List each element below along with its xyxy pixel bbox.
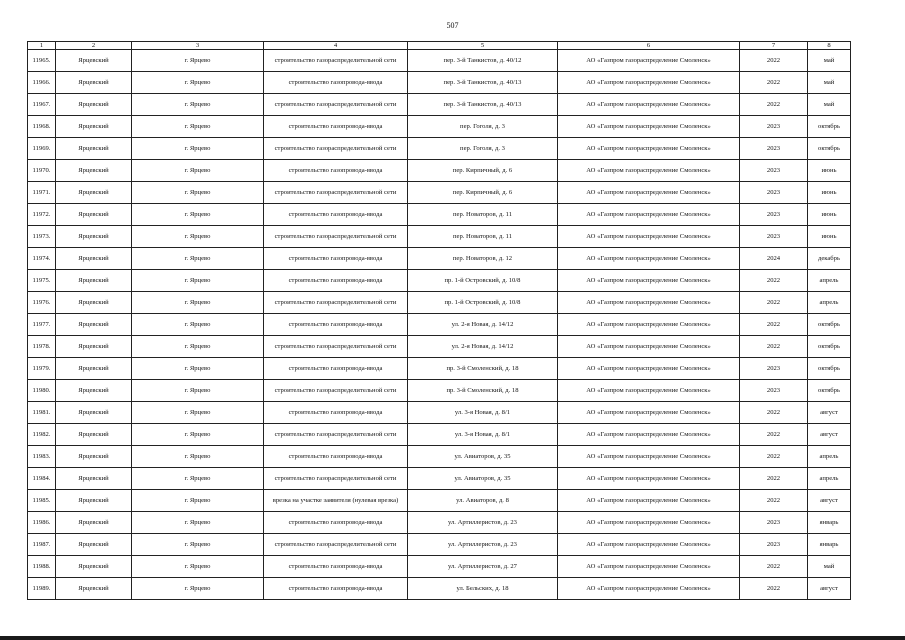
work-type-cell: строительство газопровода-ввода: [264, 556, 408, 578]
organization-cell: АО «Газпром газораспределение Смоленск»: [558, 490, 740, 512]
district-cell: Ярцевский: [56, 270, 132, 292]
organization-cell: АО «Газпром газораспределение Смоленск»: [558, 72, 740, 94]
row-number-cell: 11966.: [28, 72, 56, 94]
settlement-cell: г. Ярцево: [132, 160, 264, 182]
address-cell: ул. Артиллеристов, д. 27: [408, 556, 558, 578]
district-cell: Ярцевский: [56, 490, 132, 512]
table-row: [28, 446, 851, 468]
table-row: [28, 204, 851, 226]
settlement-cell: г. Ярцево: [132, 226, 264, 248]
district-cell: Ярцевский: [56, 380, 132, 402]
organization-cell: АО «Газпром газораспределение Смоленск»: [558, 446, 740, 468]
address-cell: пр. 3-й Смоленский, д. 18: [408, 358, 558, 380]
month-cell: май: [808, 556, 851, 578]
settlement-cell: г. Ярцево: [132, 94, 264, 116]
settlement-cell: г. Ярцево: [132, 50, 264, 72]
settlement-cell: г. Ярцево: [132, 182, 264, 204]
settlement-cell: г. Ярцево: [132, 116, 264, 138]
year-cell: 2022: [740, 490, 808, 512]
organization-cell: АО «Газпром газораспределение Смоленск»: [558, 182, 740, 204]
work-type-cell: строительство газораспределительной сети: [264, 94, 408, 116]
month-cell: октябрь: [808, 138, 851, 160]
table-row: [28, 534, 851, 556]
organization-cell: АО «Газпром газораспределение Смоленск»: [558, 248, 740, 270]
table-header-row: [28, 42, 851, 50]
organization-cell: АО «Газпром газораспределение Смоленск»: [558, 116, 740, 138]
month-cell: июнь: [808, 160, 851, 182]
settlement-cell: г. Ярцево: [132, 424, 264, 446]
settlement-cell: г. Ярцево: [132, 446, 264, 468]
address-cell: пр. 1-й Островский, д. 10/8: [408, 270, 558, 292]
row-number-cell: 11974.: [28, 248, 56, 270]
address-cell: ул. Авиаторов, д. 35: [408, 446, 558, 468]
table-row: [28, 314, 851, 336]
page-number: 507: [446, 21, 459, 30]
year-cell: 2023: [740, 116, 808, 138]
month-cell: август: [808, 402, 851, 424]
table-row: [28, 50, 851, 72]
address-cell: ул. Бельских, д. 18: [408, 578, 558, 600]
address-cell: пр. 1-й Островский, д. 10/8: [408, 292, 558, 314]
table-row: [28, 512, 851, 534]
table-body: [28, 50, 851, 600]
work-type-cell: строительство газопровода-ввода: [264, 512, 408, 534]
organization-cell: АО «Газпром газораспределение Смоленск»: [558, 512, 740, 534]
work-type-cell: строительство газораспределительной сети: [264, 138, 408, 160]
table-row: [28, 292, 851, 314]
district-cell: Ярцевский: [56, 446, 132, 468]
table-row: [28, 116, 851, 138]
gasification-schedule-table: [27, 41, 851, 600]
settlement-cell: г. Ярцево: [132, 292, 264, 314]
year-cell: 2023: [740, 380, 808, 402]
district-cell: Ярцевский: [56, 226, 132, 248]
year-cell: 2022: [740, 50, 808, 72]
table-row: [28, 226, 851, 248]
organization-cell: АО «Газпром газораспределение Смоленск»: [558, 270, 740, 292]
work-type-cell: строительство газопровода-ввода: [264, 314, 408, 336]
year-cell: 2022: [740, 292, 808, 314]
year-cell: 2023: [740, 160, 808, 182]
month-cell: май: [808, 50, 851, 72]
address-cell: ул. 3-я Новая, д. 8/1: [408, 424, 558, 446]
work-type-cell: строительство газопровода-ввода: [264, 270, 408, 292]
scan-edge: [0, 636, 905, 640]
settlement-cell: г. Ярцево: [132, 380, 264, 402]
month-cell: апрель: [808, 292, 851, 314]
work-type-cell: строительство газораспределительной сети: [264, 182, 408, 204]
month-cell: апрель: [808, 270, 851, 292]
month-cell: октябрь: [808, 380, 851, 402]
address-cell: пер. Новаторов, д. 12: [408, 248, 558, 270]
row-number-cell: 11988.: [28, 556, 56, 578]
work-type-cell: строительство газораспределительной сети: [264, 380, 408, 402]
address-cell: пер. Гоголя, д. 3: [408, 138, 558, 160]
organization-cell: АО «Газпром газораспределение Смоленск»: [558, 402, 740, 424]
address-cell: пер. Новаторов, д. 11: [408, 204, 558, 226]
month-cell: август: [808, 490, 851, 512]
row-number-cell: 11972.: [28, 204, 56, 226]
month-cell: август: [808, 424, 851, 446]
table-row: [28, 490, 851, 512]
district-cell: Ярцевский: [56, 72, 132, 94]
settlement-cell: г. Ярцево: [132, 204, 264, 226]
district-cell: Ярцевский: [56, 512, 132, 534]
organization-cell: АО «Газпром газораспределение Смоленск»: [558, 94, 740, 116]
work-type-cell: строительство газораспределительной сети: [264, 226, 408, 248]
table-row: [28, 94, 851, 116]
row-number-cell: 11969.: [28, 138, 56, 160]
row-number-cell: 11968.: [28, 116, 56, 138]
year-cell: 2022: [740, 468, 808, 490]
column-header: 7: [740, 42, 808, 50]
row-number-cell: 11973.: [28, 226, 56, 248]
table-row: [28, 160, 851, 182]
table-row: [28, 556, 851, 578]
row-number-cell: 11982.: [28, 424, 56, 446]
table-row: [28, 270, 851, 292]
address-cell: ул. Артиллеристов, д. 23: [408, 512, 558, 534]
district-cell: Ярцевский: [56, 534, 132, 556]
district-cell: Ярцевский: [56, 358, 132, 380]
year-cell: 2022: [740, 424, 808, 446]
year-cell: 2023: [740, 358, 808, 380]
row-number-cell: 11987.: [28, 534, 56, 556]
address-cell: пер. 3-й Танкистов, д. 40/13: [408, 72, 558, 94]
district-cell: Ярцевский: [56, 182, 132, 204]
work-type-cell: строительство газораспределительной сети: [264, 424, 408, 446]
month-cell: апрель: [808, 468, 851, 490]
settlement-cell: г. Ярцево: [132, 336, 264, 358]
address-cell: пер. Кирпичный, д. 6: [408, 160, 558, 182]
settlement-cell: г. Ярцево: [132, 248, 264, 270]
organization-cell: АО «Газпром газораспределение Смоленск»: [558, 138, 740, 160]
district-cell: Ярцевский: [56, 424, 132, 446]
row-number-cell: 11985.: [28, 490, 56, 512]
settlement-cell: г. Ярцево: [132, 490, 264, 512]
district-cell: Ярцевский: [56, 556, 132, 578]
month-cell: апрель: [808, 446, 851, 468]
district-cell: Ярцевский: [56, 314, 132, 336]
column-header: 1: [28, 42, 56, 50]
address-cell: пер. 3-й Танкистов, д. 40/12: [408, 50, 558, 72]
year-cell: 2022: [740, 336, 808, 358]
settlement-cell: г. Ярцево: [132, 138, 264, 160]
row-number-cell: 11979.: [28, 358, 56, 380]
row-number-cell: 11986.: [28, 512, 56, 534]
organization-cell: АО «Газпром газораспределение Смоленск»: [558, 226, 740, 248]
settlement-cell: г. Ярцево: [132, 512, 264, 534]
table-row: [28, 578, 851, 600]
month-cell: август: [808, 578, 851, 600]
month-cell: май: [808, 94, 851, 116]
table-row: [28, 248, 851, 270]
year-cell: 2023: [740, 204, 808, 226]
organization-cell: АО «Газпром газораспределение Смоленск»: [558, 204, 740, 226]
work-type-cell: строительство газораспределительной сети: [264, 468, 408, 490]
year-cell: 2022: [740, 72, 808, 94]
column-header: 5: [408, 42, 558, 50]
column-header: 4: [264, 42, 408, 50]
district-cell: Ярцевский: [56, 138, 132, 160]
table-row: [28, 380, 851, 402]
table-row: [28, 336, 851, 358]
district-cell: Ярцевский: [56, 402, 132, 424]
year-cell: 2024: [740, 248, 808, 270]
table-row: [28, 138, 851, 160]
address-cell: ул. 2-я Новая, д. 14/12: [408, 336, 558, 358]
district-cell: Ярцевский: [56, 116, 132, 138]
district-cell: Ярцевский: [56, 578, 132, 600]
year-cell: 2023: [740, 512, 808, 534]
row-number-cell: 11978.: [28, 336, 56, 358]
organization-cell: АО «Газпром газораспределение Смоленск»: [558, 468, 740, 490]
settlement-cell: г. Ярцево: [132, 72, 264, 94]
work-type-cell: строительство газораспределительной сети: [264, 534, 408, 556]
year-cell: 2022: [740, 314, 808, 336]
district-cell: Ярцевский: [56, 94, 132, 116]
month-cell: октябрь: [808, 116, 851, 138]
row-number-cell: 11970.: [28, 160, 56, 182]
month-cell: январь: [808, 534, 851, 556]
column-header: 6: [558, 42, 740, 50]
table-row: [28, 72, 851, 94]
address-cell: ул. Артиллеристов, д. 23: [408, 534, 558, 556]
work-type-cell: строительство газопровода-ввода: [264, 402, 408, 424]
month-cell: июнь: [808, 182, 851, 204]
organization-cell: АО «Газпром газораспределение Смоленск»: [558, 50, 740, 72]
month-cell: октябрь: [808, 358, 851, 380]
month-cell: октябрь: [808, 314, 851, 336]
row-number-cell: 11984.: [28, 468, 56, 490]
district-cell: Ярцевский: [56, 292, 132, 314]
work-type-cell: строительство газопровода-ввода: [264, 72, 408, 94]
row-number-cell: 11975.: [28, 270, 56, 292]
year-cell: 2022: [740, 556, 808, 578]
table-row: [28, 424, 851, 446]
year-cell: 2022: [740, 578, 808, 600]
row-number-cell: 11965.: [28, 50, 56, 72]
district-cell: Ярцевский: [56, 50, 132, 72]
year-cell: 2023: [740, 182, 808, 204]
organization-cell: АО «Газпром газораспределение Смоленск»: [558, 358, 740, 380]
work-type-cell: строительство газопровода-ввода: [264, 116, 408, 138]
address-cell: ул. 3-я Новая, д. 8/1: [408, 402, 558, 424]
table-row: [28, 402, 851, 424]
year-cell: 2023: [740, 534, 808, 556]
work-type-cell: строительство газопровода-ввода: [264, 160, 408, 182]
organization-cell: АО «Газпром газораспределение Смоленск»: [558, 336, 740, 358]
organization-cell: АО «Газпром газораспределение Смоленск»: [558, 314, 740, 336]
row-number-cell: 11977.: [28, 314, 56, 336]
organization-cell: АО «Газпром газораспределение Смоленск»: [558, 380, 740, 402]
district-cell: Ярцевский: [56, 204, 132, 226]
address-cell: ул. Авиаторов, д. 8: [408, 490, 558, 512]
address-cell: пер. Гоголя, д. 3: [408, 116, 558, 138]
row-number-cell: 11967.: [28, 94, 56, 116]
row-number-cell: 11989.: [28, 578, 56, 600]
column-header: 8: [808, 42, 851, 50]
year-cell: 2023: [740, 226, 808, 248]
year-cell: 2022: [740, 270, 808, 292]
work-type-cell: строительство газораспределительной сети: [264, 50, 408, 72]
settlement-cell: г. Ярцево: [132, 534, 264, 556]
district-cell: Ярцевский: [56, 160, 132, 182]
address-cell: пер. Новаторов, д. 11: [408, 226, 558, 248]
column-header: 2: [56, 42, 132, 50]
row-number-cell: 11976.: [28, 292, 56, 314]
year-cell: 2023: [740, 138, 808, 160]
work-type-cell: врезка на участке заявителя (нулевая врезка): [264, 490, 408, 512]
organization-cell: АО «Газпром газораспределение Смоленск»: [558, 292, 740, 314]
settlement-cell: г. Ярцево: [132, 358, 264, 380]
address-cell: ул. 2-я Новая, д. 14/12: [408, 314, 558, 336]
district-cell: Ярцевский: [56, 468, 132, 490]
organization-cell: АО «Газпром газораспределение Смоленск»: [558, 160, 740, 182]
column-header: 3: [132, 42, 264, 50]
month-cell: октябрь: [808, 336, 851, 358]
district-cell: Ярцевский: [56, 248, 132, 270]
settlement-cell: г. Ярцево: [132, 556, 264, 578]
month-cell: июнь: [808, 204, 851, 226]
year-cell: 2022: [740, 402, 808, 424]
settlement-cell: г. Ярцево: [132, 468, 264, 490]
table-row: [28, 358, 851, 380]
settlement-cell: г. Ярцево: [132, 270, 264, 292]
district-cell: Ярцевский: [56, 336, 132, 358]
settlement-cell: г. Ярцево: [132, 578, 264, 600]
work-type-cell: строительство газораспределительной сети: [264, 336, 408, 358]
address-cell: пр. 3-й Смоленский, д. 18: [408, 380, 558, 402]
work-type-cell: строительство газопровода-ввода: [264, 578, 408, 600]
year-cell: 2022: [740, 446, 808, 468]
address-cell: пер. Кирпичный, д. 6: [408, 182, 558, 204]
month-cell: май: [808, 72, 851, 94]
month-cell: декабрь: [808, 248, 851, 270]
month-cell: январь: [808, 512, 851, 534]
row-number-cell: 11980.: [28, 380, 56, 402]
organization-cell: АО «Газпром газораспределение Смоленск»: [558, 534, 740, 556]
year-cell: 2022: [740, 94, 808, 116]
address-cell: ул. Авиаторов, д. 35: [408, 468, 558, 490]
row-number-cell: 11983.: [28, 446, 56, 468]
organization-cell: АО «Газпром газораспределение Смоленск»: [558, 424, 740, 446]
work-type-cell: строительство газопровода-ввода: [264, 204, 408, 226]
address-cell: пер. 3-й Танкистов, д. 40/13: [408, 94, 558, 116]
organization-cell: АО «Газпром газораспределение Смоленск»: [558, 578, 740, 600]
table-row: [28, 182, 851, 204]
month-cell: июнь: [808, 226, 851, 248]
settlement-cell: г. Ярцево: [132, 314, 264, 336]
row-number-cell: 11981.: [28, 402, 56, 424]
organization-cell: АО «Газпром газораспределение Смоленск»: [558, 556, 740, 578]
row-number-cell: 11971.: [28, 182, 56, 204]
work-type-cell: строительство газопровода-ввода: [264, 446, 408, 468]
table-row: [28, 468, 851, 490]
work-type-cell: строительство газораспределительной сети: [264, 292, 408, 314]
settlement-cell: г. Ярцево: [132, 402, 264, 424]
work-type-cell: строительство газопровода-ввода: [264, 248, 408, 270]
work-type-cell: строительство газопровода-ввода: [264, 358, 408, 380]
